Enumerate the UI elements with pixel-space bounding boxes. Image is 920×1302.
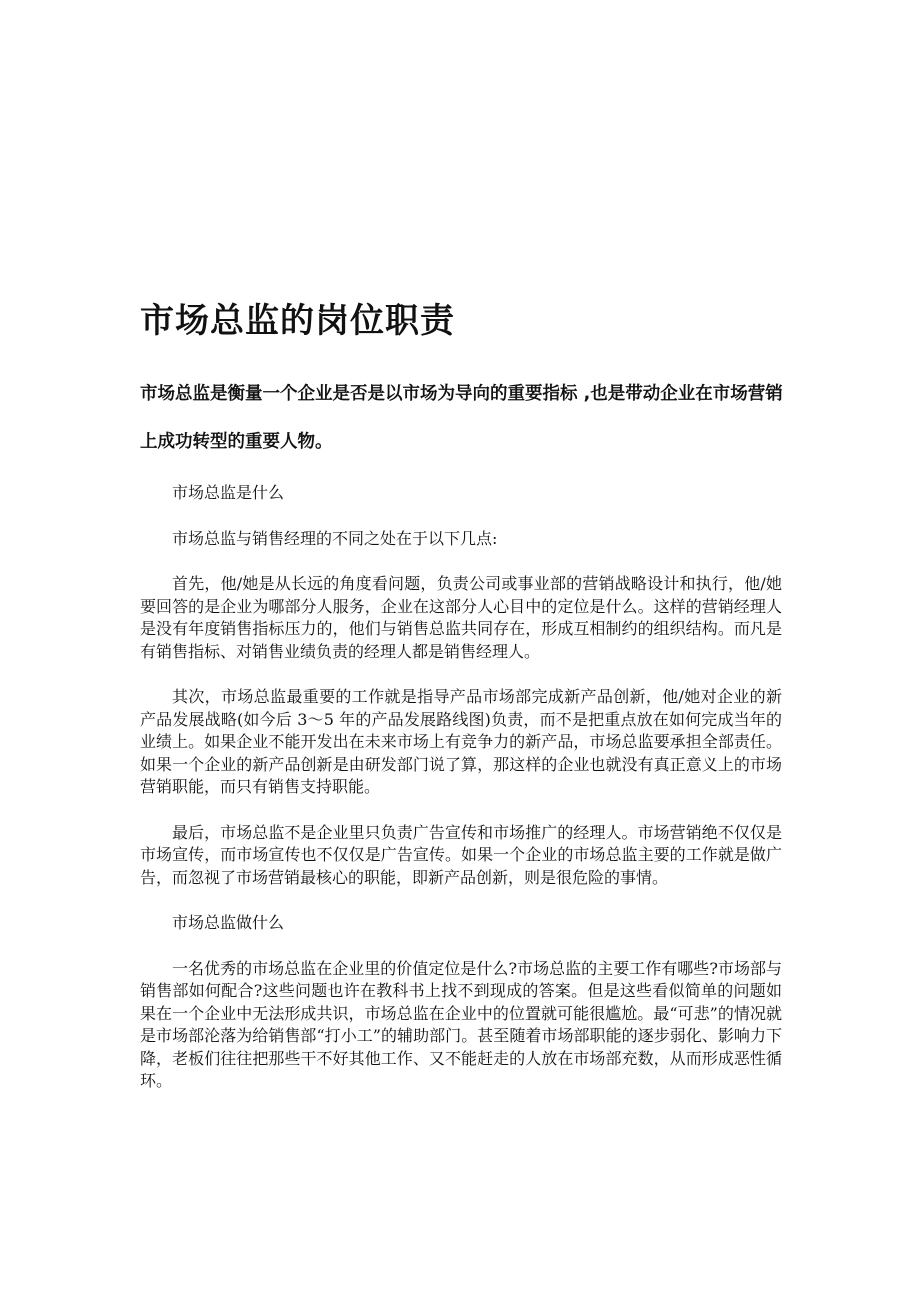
document-body (140, 482, 782, 1116)
section-heading-what-does: 市场总监做什么 (172, 913, 285, 932)
document-title: 市场总监的岗位职责 (140, 301, 455, 341)
lead-paragraph: 市场总监是衡量一个企业是否是以市场为导向的重要指标 ,也是带动企业在市场营销上成功转型的重要人物。 (140, 384, 783, 452)
body-paragraph: 一名优秀的市场总监在企业里的价值定位是什么?市场总监的主要工作有哪些?市场部与销售部如何配合?这些问题也许在教科书上找不到现成的答案。但是这些看似简单的问题如果在一个企业中无法形成共识，市场总监在企业中的位置就可能很尴尬。最“可悲”的情况就是市场部沦落为给销售部“打小工”的辅助部门。甚至随着市场部职能的逐步弱化、影响力下降，老板们往往把那些干不好其他工作、又不能赶走的人放在市场部充数，从而形成恶性循环。 (140, 958, 782, 1090)
body-paragraph: 首先，他/她是从长远的角度看问题，负责公司或事业部的营销战略设计和执行，他/她要回答的是企业为哪部分人服务，企业在这部分人心目中的定位是什么。这样的营销经理人是没有年度销售指标压力的，他们与销售总监共同存在，形成互相制约的组织结构。而凡是有销售指标、对销售业绩负责的经理人都是销售经理人。 (140, 574, 782, 661)
body-paragraph: 最后，市场总监不是企业里只负责广告宣传和市场推广的经理人。市场营销绝不仅仅是市场宣传，而市场宣传也不仅仅是广告宣传。如果一个企业的市场总监主要的工作就是做广告，而忽视了市场营销最核心的职能，即新产品创新，则是很危险的事情。 (140, 822, 782, 887)
body-paragraph: 市场总监与销售经理的不同之处在于以下几点: (172, 528, 498, 548)
body-paragraph: 其次，市场总监最重要的工作就是指导产品市场部完成新产品创新，他/她对企业的新产品发展战略(如今后 3～5 年的产品发展路线图)负责，而不是把重点放在如何完成当年的业绩上。如果企业不能开发出在未来市场上有竞争力的新产品，市场总监要承担全部责任。如果一个企业的新产品创新是由研发部门说了算，那这样的企业也就没有真正意义上的市场营销职能，而只有销售支持职能。 (140, 687, 782, 796)
document-page (140, 0, 782, 1302)
section-heading-what-is: 市场总监是什么 (172, 483, 285, 502)
